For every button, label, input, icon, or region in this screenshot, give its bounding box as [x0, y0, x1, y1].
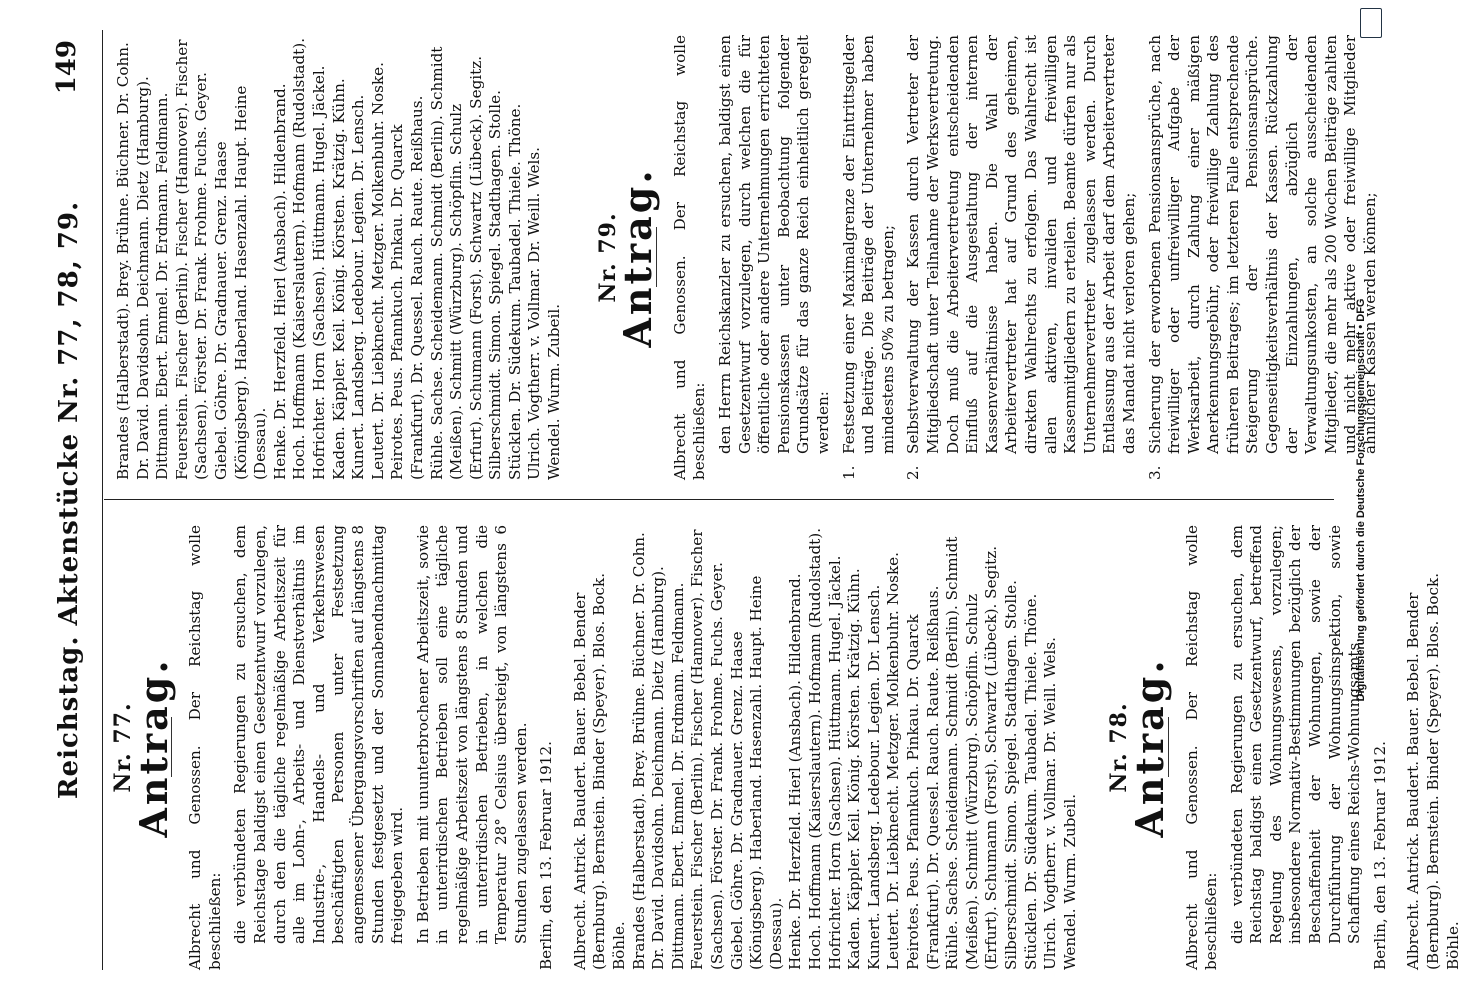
antrag-text: die verbündeten Regierungen zu ersuchen, dem Reichstag baldigst einen Gesetzentwurf, betreffend Regelung des Wohnungswesens, vorzulegen; insbesondere Normativ-Bestimmungen bezüglich der Beschaffenheit der Wohnungen, sowie der Durchführung der Wohnungsinspektion, sowie Schaffung eines Reichs-Wohnungsamts. [1227, 525, 1364, 944]
signature-line: Stücklen. Dr. Südekum. Taubadel. Thiele. Thöne. [1021, 593, 1040, 970]
antrag-77 [110, 525, 1080, 970]
signature-line: Peirotes. Peus. Pfannkuch. Pinkau. Dr. Quarck [388, 124, 407, 480]
signature-line: Dr. David. Davidsohn. Deichmann. Dietz (Hamburg). [133, 76, 152, 480]
signature-line: Wendel. Wurm. Zubeil. [545, 303, 564, 480]
signature-line: Peirotes. Peus. Pfannkuch. Pinkau. Dr. Quarck [903, 614, 922, 970]
item-text: Festsetzung einer Maximalgrenze der Eintrittsgelder und Beiträge. Die Beiträge der Unternehmer haben mindestens 50% zu betragen; [839, 35, 897, 454]
item-number: 1. [839, 465, 858, 480]
signature-line: Kunert. Landsberg. Ledebour. Legien. Dr. Lensch. [349, 94, 368, 480]
signature-line: Hofrichter. Horn (Sachsen). Hüttmann. Hugel. Jäckel. [825, 555, 844, 970]
item-number: 3. [1145, 465, 1164, 480]
signature-line: Ulrich. Vogtherr. v. Vollmar. Dr. Weill. Wels. [1041, 637, 1060, 970]
right-column [114, 35, 1387, 480]
signature-line: (Frankfurt). Dr. Quessel. Rauch. Raute. Reißhaus. [407, 95, 426, 480]
signature-list [571, 525, 1080, 970]
digitization-note [1343, 0, 1379, 1000]
antrag-text: den Herrn Reichskanzler zu ersuchen, baldigst einen Gesetzentwurf vorzulegen, durch welchen die für öffentliche oder andere Unternehmungen errichteten Pensionskassen unter Beobachtung folgender Grundsätze für das ganze Reich einheitlich geregelt werden: [716, 35, 832, 454]
signature-line: Brandes (Halberstadt). Brey. Brühne. Büchner. Dr. Cohn. [114, 42, 132, 480]
antrag-items [840, 35, 1381, 480]
antrag-number: Nr. 79. [594, 212, 621, 303]
signature-line: Kaden. Käppler. Keil. König. Körsten. Krätzig. Kühn. [845, 568, 864, 970]
antrag-intro: Albrecht und Genossen. Der Reichstag wolle beschließen: [1182, 525, 1221, 970]
signature-line: Leutert. Dr. Liebknecht. Metzger. Molkenbuhr. Noske. [884, 552, 903, 970]
signature-line: Dittmann. Ebert. Emmel. Dr. Erdmann. Feldmann. [668, 582, 687, 970]
signature-line: Henke. Dr. Herzfeld. Hierl (Ansbach). Hildenbrand. [270, 83, 289, 480]
signature-line: Stücklen. Dr. Südekum. Taubadel. Thiele. Thöne. [505, 103, 524, 480]
signature-line: Leutert. Dr. Liebknecht. Metzger. Molkenbuhr. Noske. [368, 62, 387, 480]
signature-line: Giebel. Göhre. Dr. Gradnauer. Grenz. Haase (Königsberg). Haberland. Hasenzahl. Haupt. Heine (Dessau). [211, 85, 270, 480]
signature-line: (Meißen). Schmitt (Würzburg). Schöpflin. Schulz [447, 103, 466, 480]
running-title: Reichstag. Aktenstücke Nr. 77, 78, 79. [54, 200, 84, 800]
signature-line: Kaden. Käppler. Keil. König. Körsten. Krätzig. Kühn. [329, 78, 348, 480]
signature-line: (Sachsen). Förster. Dr. Frank. Frohme. Fuchs. Geyer. [192, 72, 211, 480]
antrag-number: Nr. 78. [1106, 702, 1133, 793]
antrag-number: Nr. 77. [110, 702, 136, 793]
signature-list [114, 35, 565, 480]
antrag-intro: Albrecht und Genossen. Der Reichstag wolle beschließen: [670, 35, 709, 480]
signature-line: Hofrichter. Horn (Sachsen). Hüttmann. Hugel. Jäckel. [309, 65, 328, 480]
page-number: 149 [52, 40, 82, 95]
signature-line: Hoch. Hoffmann (Kaiserslautern). Hofmann (Rudolstadt). [806, 527, 824, 970]
signature-line: (Sachsen). Förster. Dr. Frank. Frohme. Fuchs. Geyer. [708, 562, 727, 970]
signature-line: Hoch. Hoffmann (Kaiserslautern). Hofmann (Rudolstadt). [290, 37, 309, 480]
digitization-text: Digitalisierung gefördert durch die Deutsche Forschungsgemeinschaft • DFG [1355, 298, 1367, 702]
signature-line: Feuerstein. Fischer (Berlin). Fischer (Hannover). Fischer [172, 39, 191, 480]
signature-line: Albrecht. Antrick. Baudert. Bauer. Bebel. Bender (Bernburg). Bernstein. Binder (Speyer). Blos. Bock. Böhle. [1404, 572, 1462, 970]
item-number: 2. [904, 465, 923, 480]
signature-line: Ulrich. Vogtherr. v. Vollmar. Dr. Weill. Wels. [525, 147, 544, 480]
signature-line: Henke. Dr. Herzfeld. Hierl (Ansbach). Hildenbrand. [786, 573, 805, 970]
antrag-date: Berlin, den 13. Februar 1912. [1370, 741, 1389, 970]
signature-line: Dittmann. Ebert. Emmel. Dr. Erdmann. Feldmann. [153, 92, 172, 480]
signature-line: Rühle. Sachse. Scheidemann. Schmidt (Berlin). Schmidt [427, 46, 446, 480]
list-item [904, 35, 1139, 480]
signature-line: Dr. David. Davidsohn. Deichmann. Dietz (Hamburg). [649, 566, 668, 970]
antrag-intro: Albrecht und Genossen. Der Reichstag wolle beschließen: [186, 525, 224, 970]
signature-line: (Meißen). Schmitt (Würzburg). Schöpflin. Schulz [962, 593, 981, 970]
signature-line: (Erfurt). Schumann (Forst). Schwartz (Lübeck). Segitz. [982, 545, 1001, 970]
signature-line: (Frankfurt). Dr. Quessel. Rauch. Raute. Reißhaus. [923, 585, 942, 970]
signature-line: Silberschmidt. Simon. Spiegel. Stadthagen. Stolle. [486, 90, 505, 480]
signature-line: Wendel. Wurm. Zubeil. [1060, 793, 1079, 970]
antrag-text: In Betrieben mit ununterbrochener Arbeitszeit, sowie in unterirdischen Betrieben soll eine tägliche regelmäßige Arbeitszeit von längstens 8 Stunden und in unterirdischen Betrieben, in welchen die Temperatur 28° Celsius übersteigt, von längstens 6 Stunden zugelassen werden. [413, 525, 530, 944]
page-header [40, 30, 98, 970]
item-text: Selbstverwaltung der Kassen durch Vertreter der Mitgliedschaft unter Teilnahme der Werksvertretung. Doch muß die Arbeitervertretung entscheidenden Einfluß auf die Ausgestaltung der internen Kassenverhältnisse haben. Die Wahl der Arbeitervertreter hat auf Grund des geheimen, direkten Wahlrechts zu erfolgen. Das Wahlrecht ist allen aktiven, invaliden und freiwilligen Kassenmitgliedern zu erteilen. Beamte dürfen nur als Unternehmervertreter zugelassen werden. Durch Entlassung aus der Arbeit darf dem Arbeitervertreter das Mandat nicht verloren gehen; [904, 35, 1138, 454]
antrag-78 [1106, 525, 1463, 970]
signature-line: Brandes (Halberstadt). Brey. Brühne. Büchner. Dr. Cohn. [629, 532, 648, 970]
header-rule [102, 30, 103, 970]
antrag-heading: Antrag. [130, 657, 176, 838]
signature-line: Feuerstein. Fischer (Berlin). Fischer (Hannover). Fischer [688, 529, 707, 970]
antrag-heading: Antrag. [1126, 657, 1172, 838]
antrag-79 [594, 35, 1381, 480]
antrag-heading: Antrag. [615, 167, 661, 348]
signature-list [1404, 525, 1463, 970]
antrag-date: Berlin, den 13. Februar 1912. [537, 741, 556, 970]
dfg-logo [1360, 8, 1382, 38]
signature-line: (Erfurt). Schumann (Forst). Schwartz (Lübeck). Segitz. [466, 55, 485, 480]
signature-line: Silberschmidt. Simon. Spiegel. Stadthagen. Stolle. [1001, 580, 1020, 970]
signature-line: Giebel. Göhre. Dr. Gradnauer. Grenz. Haase (Königsberg). Haberland. Hasenzahl. Haupt. Heine (Dessau). [727, 575, 785, 970]
column-rule [104, 499, 1334, 500]
signature-line: Albrecht. Antrick. Baudert. Bauer. Bebel. Bender (Bernburg). Bernstein. Binder (Speyer). Blos. Bock. Böhle. [570, 572, 629, 970]
signature-line: Rühle. Sachse. Scheidemann. Schmidt (Berlin). Schmidt [943, 536, 962, 970]
list-item [840, 35, 899, 480]
signature-line: Kunert. Landsberg. Ledebour. Legien. Dr. Lensch. [864, 584, 883, 970]
antrag-text: die verbündeten Regierungen zu ersuchen, dem Reichstage baldigst einen Gesetzentwurf vorzulegen, durch den die tägliche regelmäßige Arbeitszeit für alle im Lohn-, Arbeits- und Dienstverhältnis im Industrie-, Handels- und Verkehrswesen beschäftigten Personen unter Festsetzung angemessener Übergangsvorschriften auf längstens 8 Stunden festgesetzt und der Sonnabendnachmittag freigegeben wird. [231, 525, 407, 944]
item-text: Sicherung der erworbenen Pensionsansprüche, nach freiwilliger oder unfreiwilliger Aufgabe der Werksarbeit, durch Zahlung einer mäßigen Anerkennungsgebühr, oder freiwillige Zahlung des früheren Beitrages; im letzteren Falle entsprechende Steigerung der Pensionsansprüche. Gegenseitigkeitsverhältnis der Kassen. Rückzahlung der Einzahlungen, abzüglich der Verwaltungsunkosten, an solche ausscheidenden Mitglieder, die mehr als 200 Wochen Beiträge zahlten und nicht mehr aktive oder freiwillige Mitglieder ähnlicher Kassen werden können; [1145, 35, 1380, 454]
left-column [110, 525, 1463, 970]
